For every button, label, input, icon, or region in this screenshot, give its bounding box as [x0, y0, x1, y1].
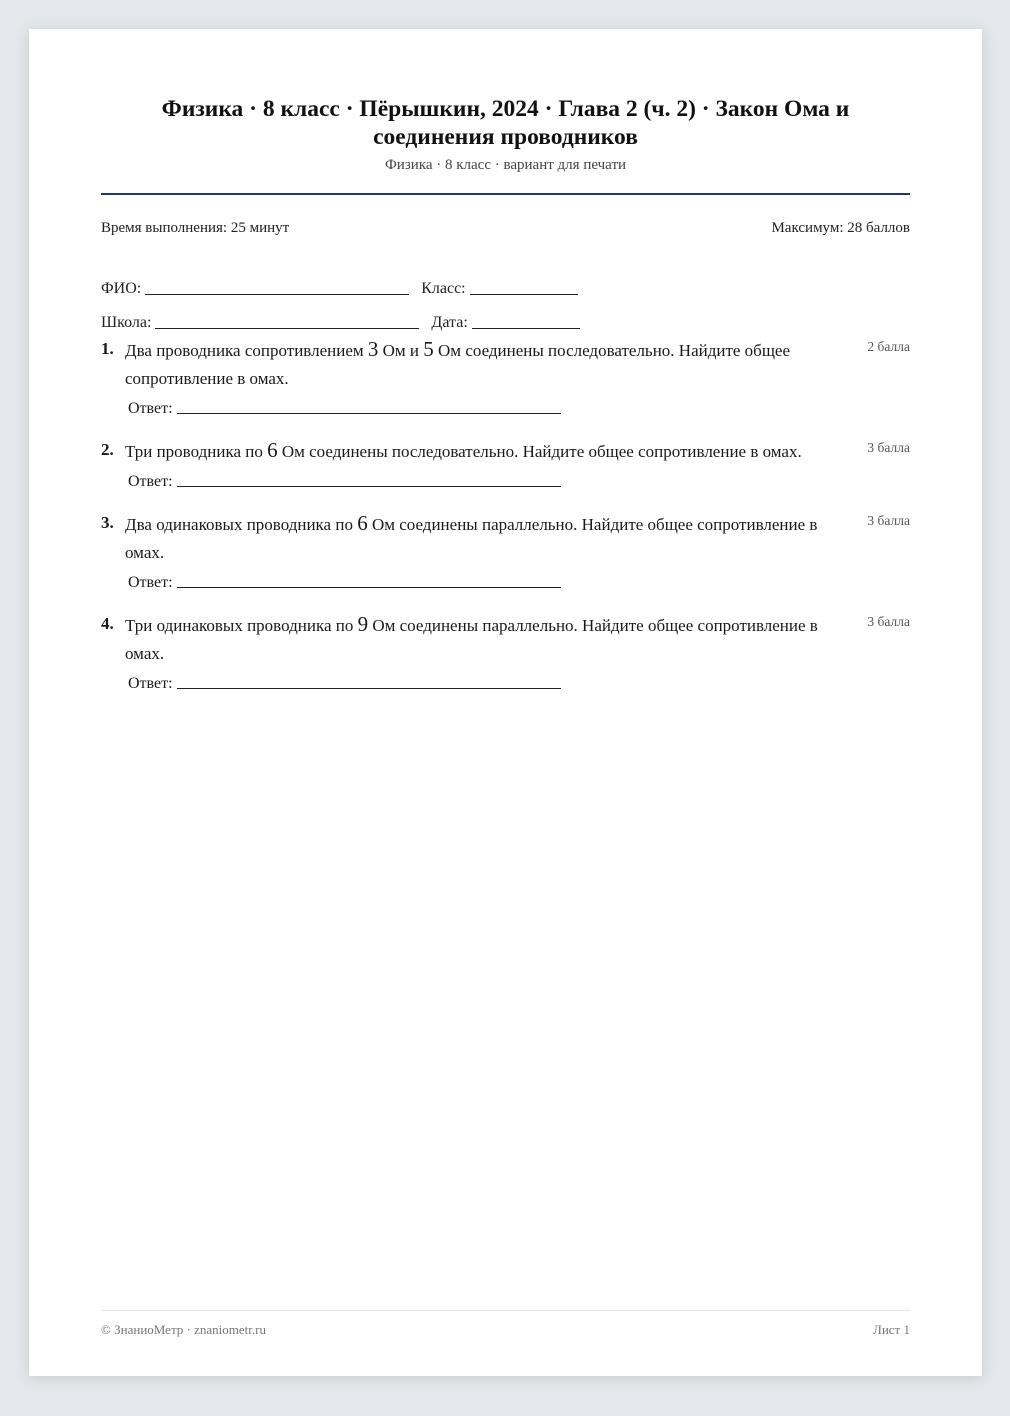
question-number: 1. [101, 339, 114, 358]
school-field[interactable] [155, 327, 419, 329]
answer-field[interactable] [177, 413, 561, 414]
question-text: Два одинаковых проводника по 6 Ом соединены параллельно. Найдите общее сопротивление в омах. [125, 511, 818, 562]
question-text: Три одинаковых проводника по 9 Ом соединены параллельно. Найдите общее сопротивление в омах. [125, 612, 818, 663]
fio-field[interactable] [145, 293, 409, 295]
student-fields-row-2 [101, 314, 592, 332]
question-points: 3 балла [867, 513, 910, 528]
date-field[interactable] [472, 327, 580, 329]
answer-label: Ответ: [128, 473, 173, 490]
answer-label: Ответ: [128, 400, 173, 417]
question-points: 3 балла [867, 614, 910, 629]
meta-row [101, 220, 910, 237]
question-item [101, 610, 910, 693]
max-score: Максимум: 28 баллов [771, 220, 910, 236]
answer-row [128, 473, 910, 491]
question-text: Три проводника по 6 Ом соединены последовательно. Найдите общее сопротивление в омах. [125, 438, 802, 462]
answer-field[interactable] [177, 688, 561, 689]
page-subtitle: Физика · 8 класс · вариант для печати [384, 157, 627, 173]
question-number: 2. [101, 440, 114, 459]
answer-row [128, 400, 910, 418]
answer-row [128, 574, 910, 592]
question-item [101, 436, 910, 491]
question-text: Два проводника сопротивлением 3 Ом и 5 Ом соединены последовательно. Найдите общее сопротивление в омах. [125, 337, 791, 388]
school-label: Школа: [101, 314, 152, 331]
question-points: 2 балла [867, 339, 910, 354]
answer-label: Ответ: [128, 675, 173, 692]
question-number: 4. [101, 614, 114, 633]
footer-divider [101, 1310, 910, 1311]
answer-field[interactable] [177, 587, 561, 588]
footer-copyright: © ЗнаниоМетр · znaniometr.ru [101, 1322, 266, 1337]
time-limit: Время выполнения: 25 минут [101, 220, 290, 236]
questions-list [101, 335, 910, 711]
student-fields-row-1 [101, 280, 590, 298]
page-footer [101, 1322, 910, 1338]
class-label: Класс: [421, 280, 466, 297]
class-field[interactable] [470, 293, 578, 295]
page-title: Физика · 8 класс · Пёрышкин, 2024 · Глава 2 (ч. 2) · Закон Ома и соединения проводников [161, 96, 850, 150]
question-item [101, 335, 910, 418]
answer-row [128, 675, 910, 693]
answer-label: Ответ: [128, 574, 173, 591]
header-divider [101, 193, 910, 195]
worksheet-page [29, 29, 982, 1376]
question-number: 3. [101, 513, 114, 532]
question-points: 3 балла [867, 440, 910, 455]
footer-page-number: Лист 1 [873, 1322, 910, 1337]
fio-label: ФИО: [101, 280, 142, 297]
question-item [101, 509, 910, 592]
answer-field[interactable] [177, 486, 561, 487]
date-label: Дата: [431, 314, 468, 331]
